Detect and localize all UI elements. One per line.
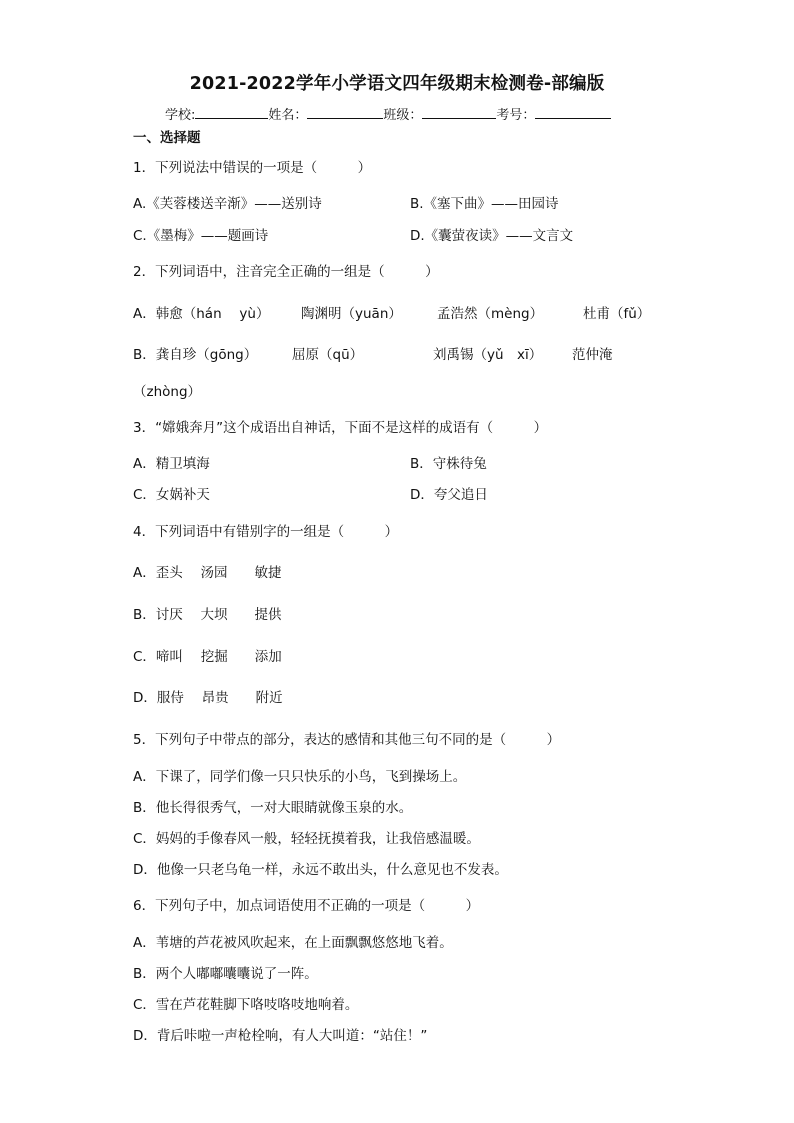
question-3-option-d: D．夸父追日 (410, 487, 488, 503)
question-6-option-a: A．苇塘的芦花被风吹起来，在上面飘飘悠悠地飞着。 (133, 935, 453, 951)
question-2-option-b-item-1: B．龚自珍（gōng） (133, 347, 258, 363)
question-2-option-a-item-4: 杜甫（fǔ） (583, 306, 651, 322)
question-6-option-c: C．雪在芦花鞋脚下咯吱咯吱地响着。 (133, 997, 359, 1013)
exam-number-blank[interactable] (535, 106, 611, 119)
question-1-option-a: A.《芙蓉楼送辛渐》——送别诗 (133, 196, 322, 212)
question-2-option-b-item-4-pinyin: （zhòng） (133, 384, 202, 400)
question-5-option-a: A．下课了，同学们像一只只快乐的小鸟，飞到操场上。 (133, 769, 467, 785)
question-3-stem: 3．“嫦娥奔月”这个成语出自神话，下面不是这样的成语有（ ） (133, 420, 548, 436)
question-2-option-b-item-2: 屈原（qū） (292, 347, 364, 363)
class-label: 班级： (383, 108, 423, 123)
name-label: 姓名： (268, 108, 308, 123)
question-6-option-d: D．背后咔啦一声枪栓响，有人大叫道：“站住！” (133, 1028, 428, 1044)
question-1-option-c: C.《墨梅》——题画诗 (133, 228, 269, 244)
question-6-stem: 6．下列句子中，加点词语使用不正确的一项是（ ） (133, 898, 480, 914)
name-blank[interactable] (307, 106, 383, 119)
question-2-stem: 2．下列词语中，注音完全正确的一组是（ ） (133, 264, 439, 280)
class-blank[interactable] (422, 106, 496, 119)
question-3-option-a: A．精卫填海 (133, 456, 210, 472)
question-2-option-a-item-2: 陶渊明（yuān） (301, 306, 402, 322)
school-blank[interactable] (195, 106, 268, 119)
section-title: 一、选择题 (133, 130, 201, 146)
question-2-option-a-item-1: A．韩愈（hán yù） (133, 306, 270, 322)
question-4-stem: 4．下列词语中有错别字的一组是（ ） (133, 524, 399, 540)
question-4-option-b: B．讨厌 大坝 提供 (133, 607, 282, 623)
question-2-option-b-item-3: 刘禹锡（yǔ xī） (433, 347, 543, 363)
question-4-option-c: C．啼叫 挖掘 添加 (133, 649, 282, 665)
question-5-option-b: B．他长得很秀气，一对大眼睛就像玉泉的水。 (133, 800, 413, 816)
question-4-option-a: A．歪头 汤园 敏捷 (133, 565, 282, 581)
question-1-stem: 1．下列说法中错误的一项是（ ） (133, 160, 372, 176)
student-info-line (165, 104, 611, 123)
question-3-option-b: B．守株待兔 (410, 456, 487, 472)
school-label: 学校: (165, 108, 196, 123)
question-4-option-d: D．服侍 昂贵 附近 (133, 690, 283, 706)
question-2-option-b-item-4: 范仲淹 (572, 347, 613, 363)
exam-number-label: 考号： (496, 108, 536, 123)
page-title: 2021-2022学年小学语文四年级期末检测卷-部编版 (189, 74, 605, 94)
question-5-option-c: C．妈妈的手像春风一般，轻轻抚摸着我，让我倍感温暖。 (133, 831, 480, 847)
question-1-option-b: B.《塞下曲》——田园诗 (410, 196, 559, 212)
question-5-stem: 5．下列句子中带点的部分，表达的感情和其他三句不同的是（ ） (133, 732, 561, 748)
question-3-option-c: C．女娲补天 (133, 487, 210, 503)
question-2-option-a-item-3: 孟浩然（mèng） (437, 306, 544, 322)
question-5-option-d: D．他像一只老乌龟一样，永远不敢出头，什么意见也不发表。 (133, 862, 508, 878)
question-1-option-d: D.《囊萤夜读》——文言文 (410, 228, 574, 244)
question-6-option-b: B．两个人嘟嘟囔囔说了一阵。 (133, 966, 318, 982)
